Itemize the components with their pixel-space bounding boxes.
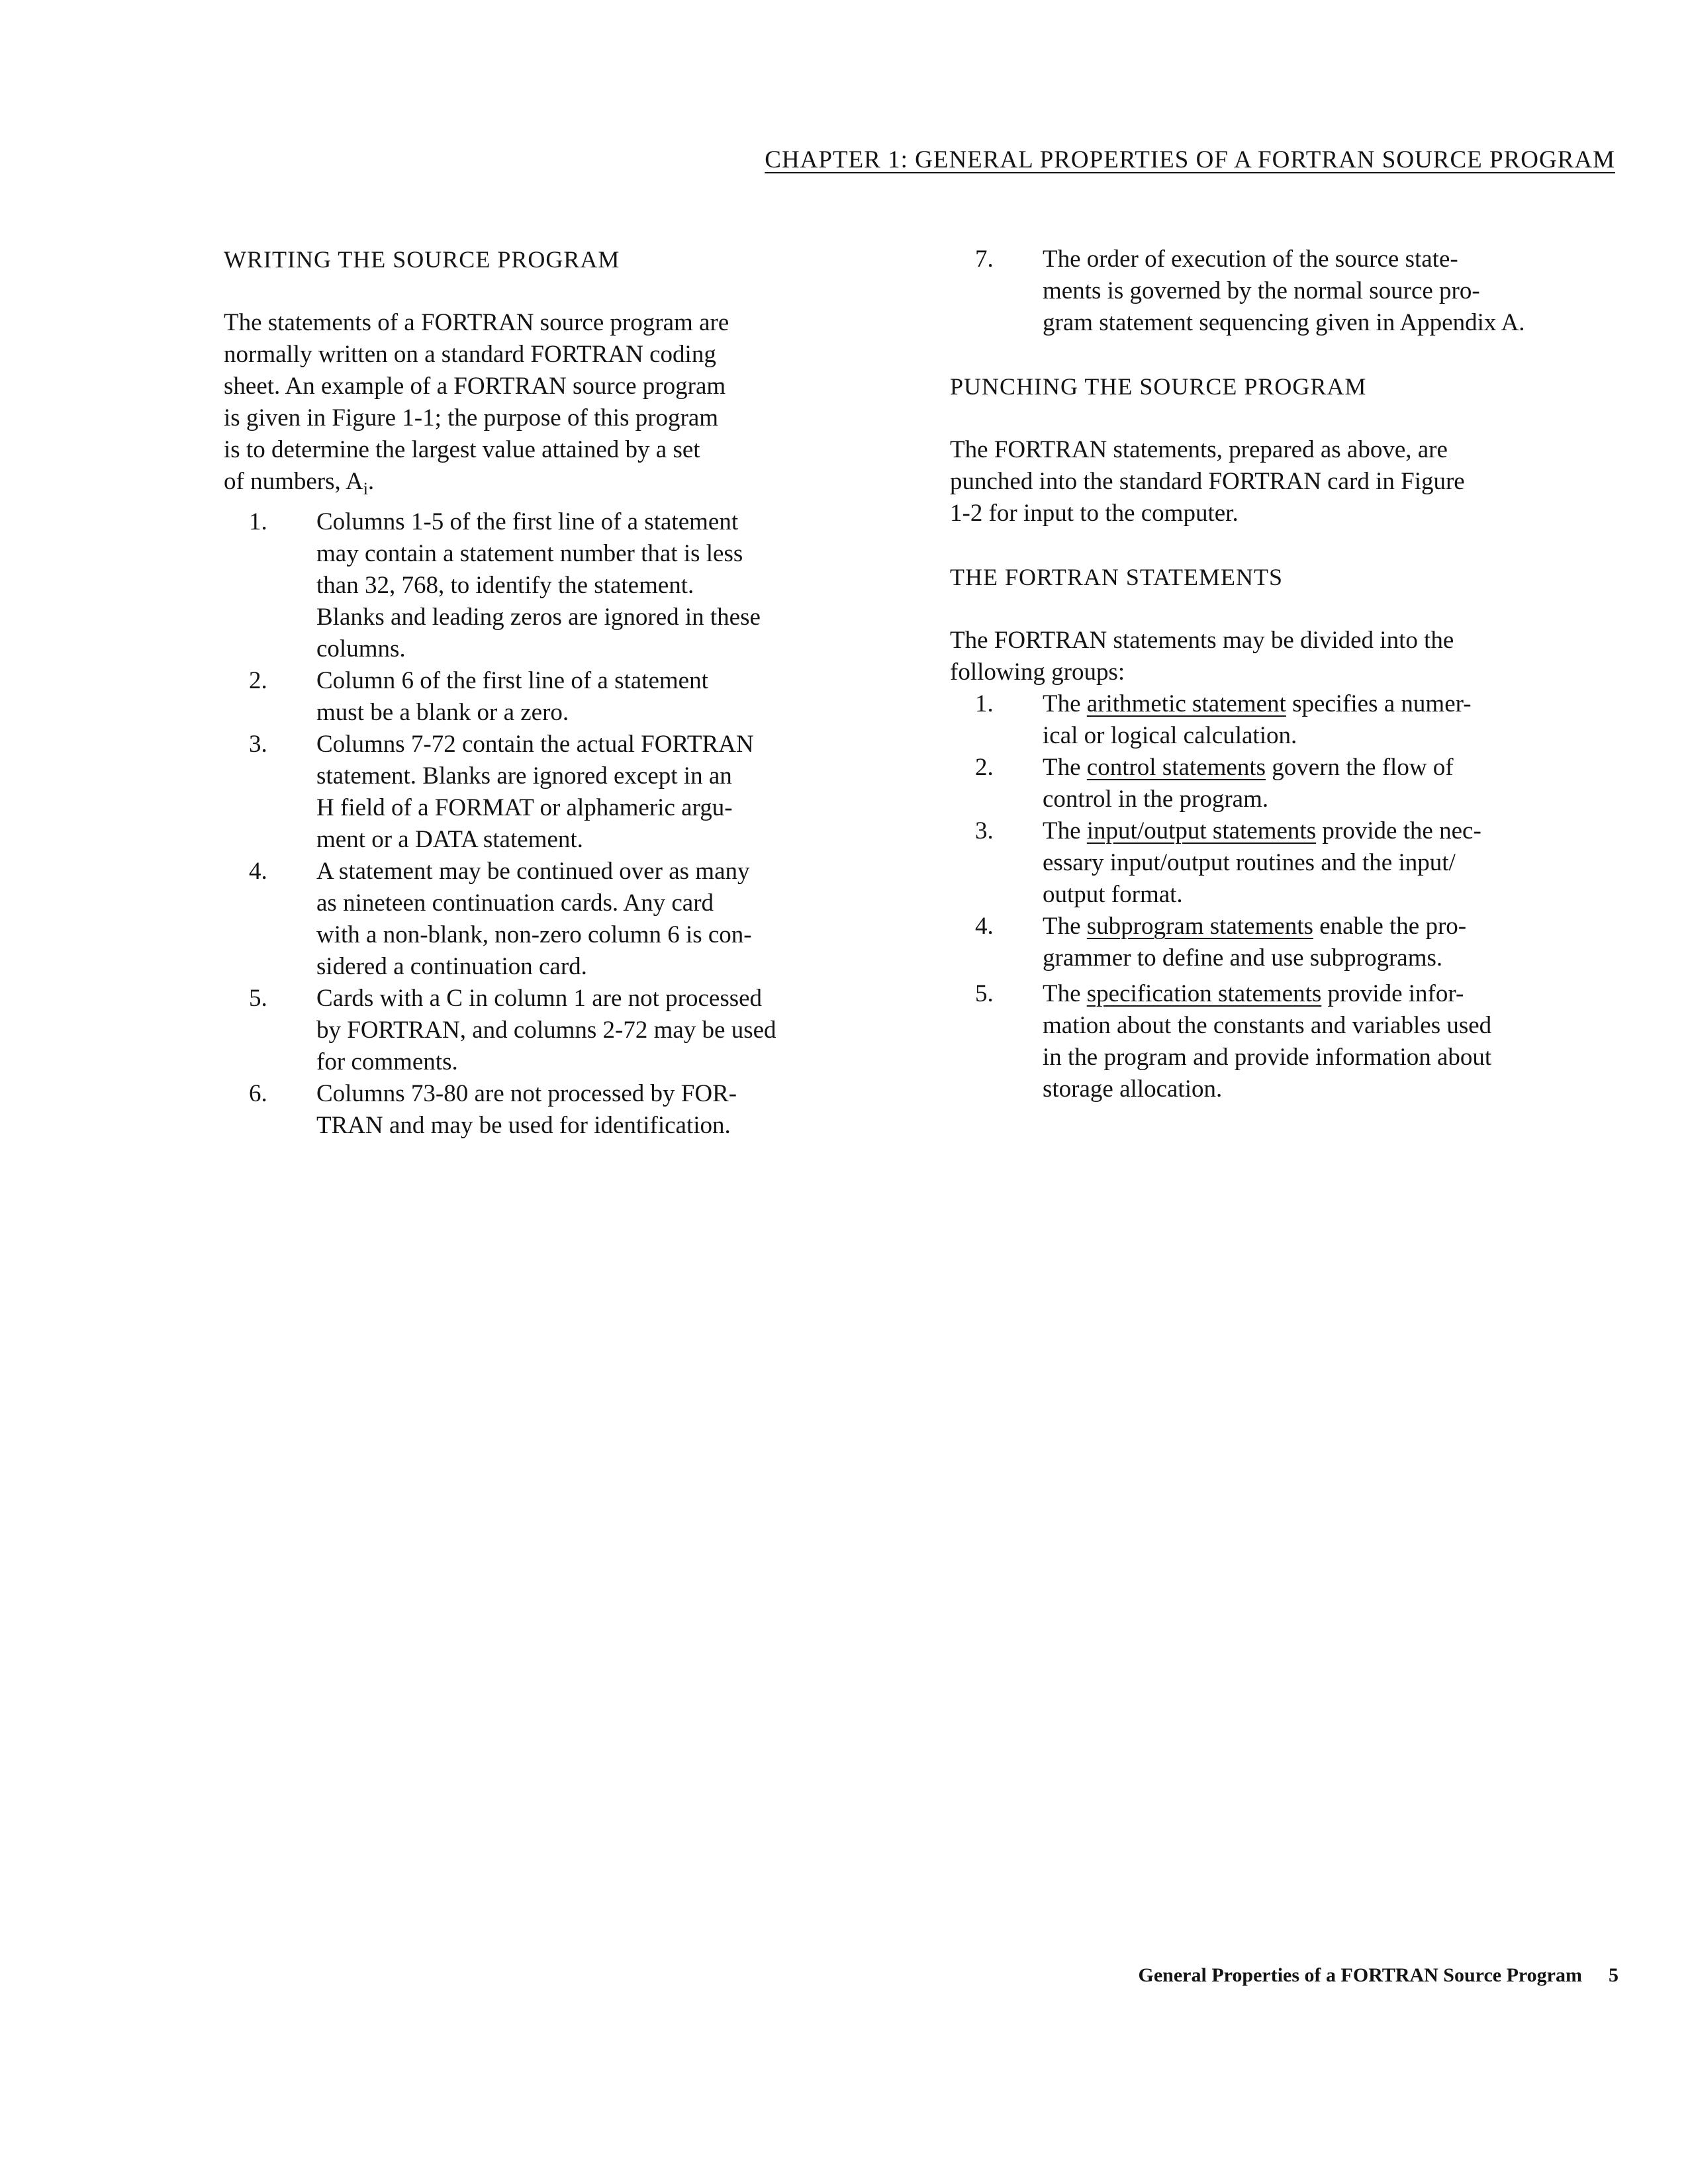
- intro-paragraph: [224, 307, 886, 505]
- text-line: A statement may be continued over as many: [316, 858, 750, 885]
- rules-list: [224, 506, 886, 1142]
- left-column: [224, 244, 886, 1142]
- underlined-term: arithmetic statement: [1086, 690, 1286, 717]
- item-number: 5.: [975, 980, 994, 1007]
- footer-title: General Properties of a FORTRAN Source Program: [1138, 1964, 1582, 1986]
- text-fragment: The: [1043, 817, 1087, 844]
- page-number: 5: [1609, 1964, 1618, 1986]
- text-line: in the program and provide information about: [1043, 1044, 1492, 1071]
- text-line: ment or a DATA statement.: [316, 826, 583, 853]
- text-line: is to determine the largest value attained by a set: [224, 436, 700, 463]
- text-line: [1043, 815, 1622, 847]
- text-line: ments is governed by the normal source pro-: [1043, 277, 1480, 304]
- text-line: columns.: [316, 635, 406, 662]
- subscript: i: [363, 479, 368, 498]
- text-fragment: enable the pro-: [1313, 913, 1467, 940]
- text-line: by FORTRAN, and columns 2-72 may be used: [316, 1017, 776, 1044]
- statement-groups-list: [950, 688, 1622, 1105]
- list-item: [950, 911, 1622, 974]
- text-line: normally written on a standard FORTRAN coding: [224, 341, 716, 368]
- list-item: [950, 688, 1622, 752]
- punching-paragraph: [950, 434, 1622, 529]
- rules-list-continued: [950, 244, 1622, 339]
- item-number: 6.: [249, 1080, 267, 1107]
- text-fragment: The: [1043, 754, 1087, 781]
- text-line: TRAN and may be used for identification.: [316, 1112, 731, 1139]
- text-line: than 32, 768, to identify the statement.: [316, 572, 694, 599]
- text-line: Columns 7-72 contain the actual FORTRAN: [316, 731, 754, 758]
- text-line: [1043, 688, 1622, 720]
- text-line: sidered a continuation card.: [316, 953, 587, 980]
- text-line: [224, 466, 886, 505]
- underlined-term: control statements: [1086, 754, 1266, 781]
- text-line: The FORTRAN statements may be divided into the: [950, 627, 1454, 654]
- text-line: The statements of a FORTRAN source program are: [224, 309, 729, 336]
- right-column: [950, 244, 1622, 1105]
- list-item: [224, 665, 886, 729]
- text-line: H field of a FORMAT or alphameric argu-: [316, 794, 733, 821]
- text-line: is given in Figure 1-1; the purpose of this program: [224, 404, 719, 432]
- text-line: essary input/output routines and the input/: [1043, 849, 1456, 876]
- text-line: [1043, 752, 1622, 784]
- text-fragment: The: [1043, 690, 1087, 717]
- text-line: with a non-blank, non-zero column 6 is con-: [316, 921, 752, 948]
- text-line: control in the program.: [1043, 786, 1269, 813]
- list-item: [224, 729, 886, 856]
- text-line: 1-2 for input to the computer.: [950, 500, 1239, 527]
- list-item: [224, 856, 886, 983]
- item-number: 7.: [975, 246, 994, 273]
- item-number: 4.: [975, 913, 994, 940]
- underlined-term: specification statements: [1086, 980, 1322, 1007]
- text-line: [1043, 978, 1622, 1010]
- item-number: 4.: [249, 858, 267, 885]
- text-fragment: provide the nec-: [1316, 817, 1481, 844]
- page-footer: [1139, 1964, 1618, 1987]
- item-number: 3.: [249, 731, 267, 758]
- list-item: [950, 244, 1622, 339]
- list-item: [950, 978, 1622, 1105]
- underlined-term: input/output statements: [1086, 817, 1317, 844]
- text-line: The order of execution of the source state-: [1043, 246, 1458, 273]
- section-heading-writing: WRITING THE SOURCE PROGRAM: [224, 246, 620, 273]
- section-heading-punching: PUNCHING THE SOURCE PROGRAM: [950, 373, 1367, 400]
- text-line: The FORTRAN statements, prepared as above, are: [950, 436, 1448, 463]
- list-item: [224, 1078, 886, 1142]
- text-fragment: The: [1043, 913, 1087, 940]
- text-line: may contain a statement number that is less: [316, 540, 743, 567]
- text-line: punched into the standard FORTRAN card in Figure: [950, 468, 1465, 495]
- section-heading-statements: THE FORTRAN STATEMENTS: [950, 564, 1283, 590]
- text-fragment: .: [367, 468, 375, 495]
- item-number: 2.: [249, 667, 267, 694]
- text-line: statement. Blanks are ignored except in an: [316, 762, 732, 790]
- underlined-term: subprogram statements: [1086, 913, 1313, 940]
- text-line: Column 6 of the first line of a statement: [316, 667, 708, 694]
- text-line: Columns 1-5 of the first line of a statement: [316, 508, 739, 535]
- text-line: ical or logical calculation.: [1043, 722, 1297, 749]
- item-number: 5.: [249, 985, 267, 1012]
- text-line: grammer to define and use subprograms.: [1043, 944, 1443, 972]
- text-line: Cards with a C in column 1 are not processed: [316, 985, 763, 1012]
- item-number: 1.: [249, 508, 267, 535]
- text-line: Blanks and leading zeros are ignored in these: [316, 604, 761, 631]
- item-number: 3.: [975, 817, 994, 844]
- list-item: [224, 983, 886, 1078]
- list-item: [950, 752, 1622, 815]
- list-item: [224, 506, 886, 665]
- text-line: [1043, 911, 1622, 942]
- item-number: 1.: [975, 690, 994, 717]
- running-header: CHAPTER 1: GENERAL PROPERTIES OF A FORTRAN SOURCE PROGRAM: [765, 146, 1615, 173]
- text-line: storage allocation.: [1043, 1075, 1223, 1103]
- statements-intro: [950, 625, 1622, 688]
- text-line: sheet. An example of a FORTRAN source program: [224, 373, 726, 400]
- text-line: output format.: [1043, 881, 1183, 908]
- text-fragment: govern the flow of: [1266, 754, 1454, 781]
- text-line: for comments.: [316, 1048, 458, 1075]
- text-line: mation about the constants and variables used: [1043, 1012, 1492, 1039]
- text-fragment: provide infor-: [1321, 980, 1464, 1007]
- text-line: Columns 73-80 are not processed by FOR-: [316, 1080, 737, 1107]
- text-line: following groups:: [950, 659, 1125, 686]
- item-number: 2.: [975, 754, 994, 781]
- text-line: as nineteen continuation cards. Any card: [316, 889, 714, 917]
- text-fragment: The: [1043, 980, 1087, 1007]
- text-fragment: specifies a numer-: [1286, 690, 1472, 717]
- text-fragment: of numbers, A: [224, 468, 363, 495]
- list-item: [950, 815, 1622, 911]
- text-line: must be a blank or a zero.: [316, 699, 569, 726]
- text-line: gram statement sequencing given in Appendix A.: [1043, 309, 1525, 336]
